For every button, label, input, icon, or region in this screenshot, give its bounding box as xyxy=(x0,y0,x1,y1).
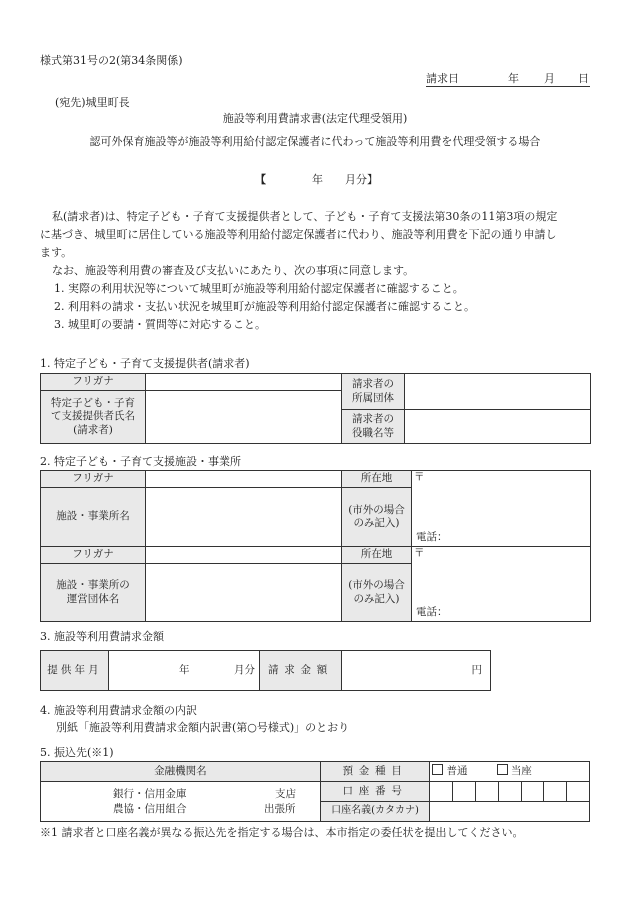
operator-address-field[interactable] xyxy=(412,547,591,622)
bank-name-header: 金融機関名 xyxy=(41,762,321,782)
deposit-option-current[interactable]: 当座 xyxy=(497,765,532,777)
account-digit-4[interactable] xyxy=(498,782,521,802)
facility-furigana-label: フリガナ xyxy=(41,471,146,488)
service-year-unit: 年 xyxy=(179,664,190,676)
footnote: ※1 請求者と口座名義が異なる振込先を指定する場合は、本市指定の委任状を提出してください。 xyxy=(40,826,524,839)
section5-heading: 5. 振込先(※1) xyxy=(40,746,114,759)
account-digit-7[interactable] xyxy=(567,782,590,802)
facility-address-field[interactable] xyxy=(412,471,591,547)
period-month: 月分】 xyxy=(345,173,378,186)
operator-name-label: 施設・事業所の 運営団体名 xyxy=(41,564,146,622)
service-month-field[interactable] xyxy=(109,651,260,691)
account-holder-field[interactable] xyxy=(430,802,590,822)
addressee: (宛先)城里町長 xyxy=(55,96,130,109)
account-digit-5[interactable] xyxy=(521,782,544,802)
service-month-label: 提供年月 xyxy=(41,651,109,691)
request-date-year: 年 xyxy=(508,72,519,85)
facility-outside-note: (市外の場合 のみ記入) xyxy=(342,488,412,547)
consent-item-2: 2. 利用料の請求・支払い状況を城里町が施設等利用給付認定保護者に確認すること。 xyxy=(54,300,475,313)
account-digit-2[interactable] xyxy=(453,782,476,802)
yen-unit: 円 xyxy=(471,663,482,676)
operator-furigana-field[interactable] xyxy=(146,547,342,564)
body-para1-line3: ます。 xyxy=(40,246,73,259)
provider-position-label: 請求者の 役職名等 xyxy=(342,410,405,444)
section4-heading: 4. 施設等利用費請求金額の内訳 xyxy=(40,704,197,717)
body-para1-line1: 私(請求者)は、特定子ども・子育て支援提供者として、子ども・子育て支援法第30条の11第3項の規定 xyxy=(52,210,558,223)
body-para1-line2: に基づき、城里町に居住している施設等利用給付認定保護者に代わり、施設等利用費を下記の通り申請し xyxy=(40,228,557,241)
operator-phone-label: 電話： xyxy=(416,605,448,618)
provider-furigana-label: フリガナ xyxy=(41,374,146,391)
checkbox-icon xyxy=(432,764,443,775)
operator-location-label: 所在地 xyxy=(342,547,412,564)
branch-type-line2: 出張所 xyxy=(264,803,296,815)
service-month-unit: 月分 xyxy=(234,664,255,676)
checkbox-icon xyxy=(497,764,508,775)
operator-name-field[interactable] xyxy=(146,564,342,622)
facility-name-label: 施設・事業所名 xyxy=(41,488,146,547)
deposit-option-ordinary[interactable]: 普通 xyxy=(432,765,467,777)
operator-postal-mark: 〒 xyxy=(414,547,425,559)
request-date-day: 日 xyxy=(578,72,589,85)
section3-heading: 3. 施設等利用費請求金額 xyxy=(40,630,164,643)
request-date-label: 請求日 xyxy=(426,72,459,85)
facility-name-field[interactable] xyxy=(146,488,342,547)
bank-table xyxy=(40,761,590,822)
branch-type-line1: 支店 xyxy=(275,788,296,800)
body-para2: なお、施設等利用費の審査及び支払いにあたり、次の事項に同意します。 xyxy=(52,264,415,277)
facility-furigana-field[interactable] xyxy=(146,471,342,488)
request-date xyxy=(426,72,590,87)
page-subtitle: 認可外保育施設等が施設等利用給付認定保護者に代わって施設等利用費を代理受領する場合 xyxy=(89,135,541,148)
form-number: 様式第31号の2(第34条関係) xyxy=(40,54,183,67)
account-digit-3[interactable] xyxy=(476,782,499,802)
provider-furigana-field[interactable] xyxy=(146,374,342,391)
deposit-type-label: 預金種目 xyxy=(320,762,430,782)
period-bracket-open: 【 xyxy=(255,173,266,186)
provider-org-field[interactable] xyxy=(405,374,591,410)
account-holder-label: 口座名義(カタカナ) xyxy=(320,802,430,822)
request-date-month: 月 xyxy=(544,72,555,85)
provider-org-label: 請求者の 所属団体 xyxy=(342,374,405,410)
operator-outside-note: (市外の場合 のみ記入) xyxy=(342,564,412,622)
page-title: 施設等利用費請求書(法定代理受領用) xyxy=(222,112,408,125)
section1-heading: 1. 特定子ども・子育て支援提供者(請求者) xyxy=(40,357,250,370)
account-number-label: 口座番号 xyxy=(320,782,430,802)
bank-type-line2: 農協・信用組合 xyxy=(113,803,187,815)
amount-table xyxy=(40,650,491,691)
amount-field[interactable] xyxy=(342,651,491,691)
section2-heading: 2. 特定子ども・子育て支援施設・事業所 xyxy=(40,455,241,468)
section4-note: 別紙「施設等利用費請求金額内訳書(第○号様式)」のとおり xyxy=(56,721,350,734)
bank-name-field[interactable] xyxy=(41,782,321,822)
operator-furigana-label: フリガナ xyxy=(41,547,146,564)
facility-table xyxy=(40,470,591,622)
account-digit-1[interactable] xyxy=(430,782,453,802)
provider-position-field[interactable] xyxy=(405,410,591,444)
consent-item-3: 3. 城里町の要請・質問等に対応すること。 xyxy=(54,318,266,331)
account-digit-6[interactable] xyxy=(544,782,567,802)
amount-label: 請求金額 xyxy=(260,651,342,691)
provider-name-field[interactable] xyxy=(146,391,342,444)
facility-phone-label: 電話： xyxy=(416,530,448,543)
provider-name-label: 特定子ども・子育 て支援提供者氏名 (請求者) xyxy=(41,391,146,444)
provider-table xyxy=(40,373,591,444)
facility-location-label: 所在地 xyxy=(342,471,412,488)
period-year: 年 xyxy=(312,173,323,186)
bank-type-line1: 銀行・信用金庫 xyxy=(113,788,187,800)
deposit-type-options xyxy=(430,762,590,782)
consent-item-1: 1. 実際の利用状況等について城里町が施設等利用給付認定保護者に確認すること。 xyxy=(54,282,464,295)
facility-postal-mark: 〒 xyxy=(414,471,425,483)
